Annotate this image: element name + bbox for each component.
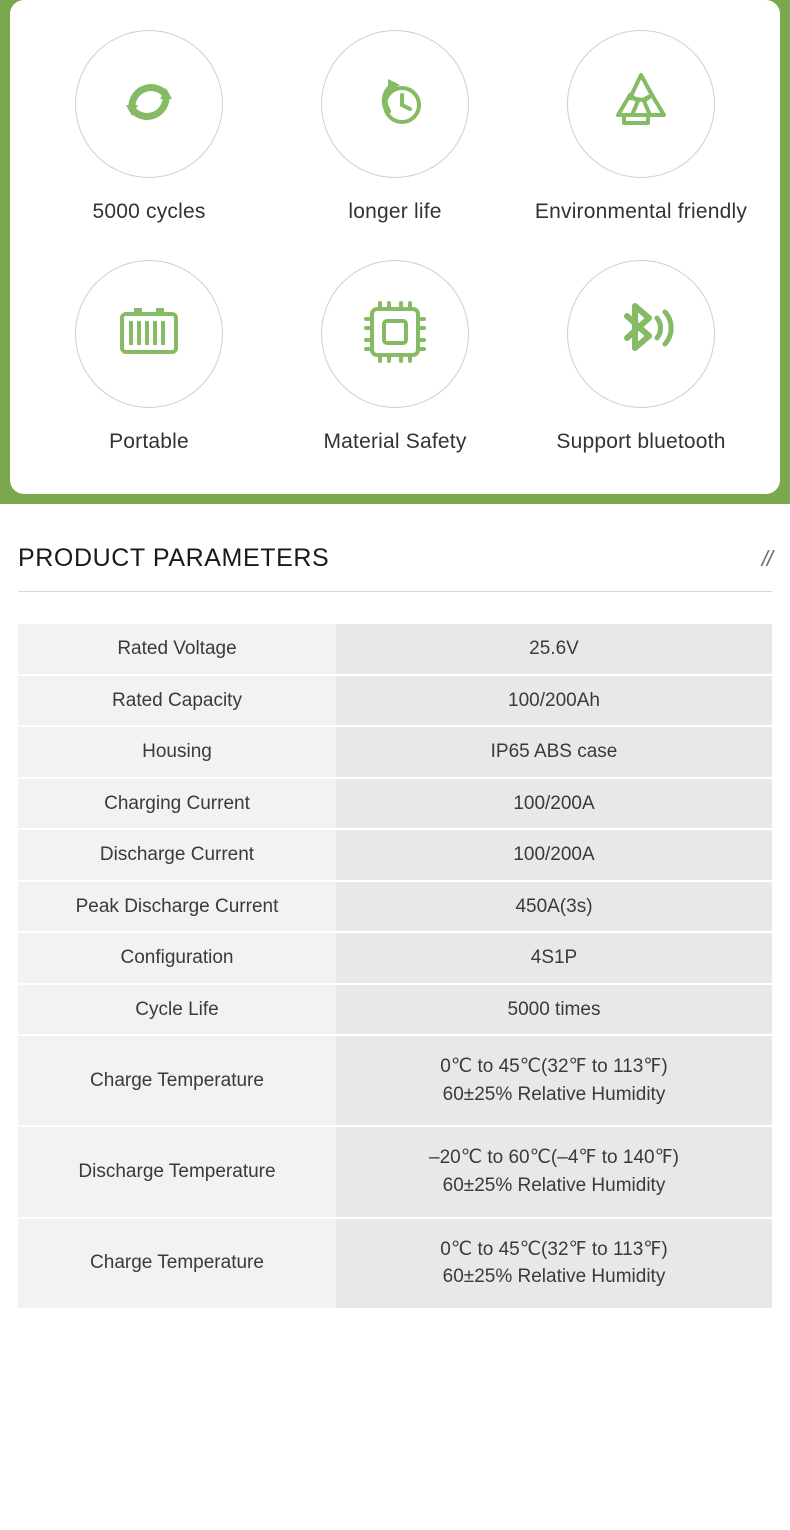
- spec-table-body: [18, 624, 772, 1309]
- spec-value: [336, 675, 772, 727]
- spec-value-line: 4S1P: [530, 947, 578, 969]
- feature-label: Portable: [109, 430, 189, 453]
- product-parameters-section: [0, 504, 790, 1310]
- feature-label: Material Safety: [323, 430, 467, 453]
- spec-value: [336, 829, 772, 881]
- table-row: [18, 778, 772, 830]
- feature-grid: [26, 30, 764, 454]
- chip-icon: [356, 295, 434, 374]
- feature-icon-circle: [75, 260, 223, 408]
- spec-key: Charge Temperature: [18, 1218, 336, 1309]
- spec-key: Housing: [18, 726, 336, 778]
- table-row: [18, 1126, 772, 1217]
- spec-value-line: 450A(3s): [515, 895, 593, 917]
- spec-value: [336, 1126, 772, 1217]
- battery-icon: [112, 300, 186, 369]
- table-row: [18, 829, 772, 881]
- table-row: [18, 932, 772, 984]
- spec-key: Rated Voltage: [18, 624, 336, 675]
- feature-item: [272, 30, 518, 224]
- spec-value: [336, 1035, 772, 1126]
- spec-key: Cycle Life: [18, 984, 336, 1036]
- spec-value: [336, 881, 772, 933]
- spec-key: Charge Temperature: [18, 1035, 336, 1126]
- table-row: [18, 984, 772, 1036]
- spec-value: [336, 624, 772, 675]
- spec-table: [18, 624, 772, 1310]
- spec-value-line: 100/200A: [513, 792, 595, 814]
- spec-value-line: 25.6V: [529, 638, 579, 659]
- table-row: [18, 1035, 772, 1126]
- feature-item: [26, 260, 272, 454]
- section-header: [18, 544, 772, 592]
- features-card: [10, 0, 780, 494]
- table-row: [18, 1218, 772, 1309]
- spec-value-line: –20℃ to 60℃(–4℉ to 140℉): [429, 1147, 679, 1169]
- feature-icon-circle: [321, 260, 469, 408]
- spec-value-line: IP65 ABS case: [490, 741, 618, 763]
- spec-value-line: 60±25% Relative Humidity: [442, 1175, 666, 1197]
- spec-key: Discharge Temperature: [18, 1126, 336, 1217]
- spec-value-line: 5000 times: [507, 998, 601, 1020]
- feature-item: [518, 260, 764, 454]
- spec-value-line: 100/200Ah: [508, 689, 600, 711]
- feature-item: [518, 30, 764, 224]
- spec-value: [336, 932, 772, 984]
- spec-value-line: 100/200A: [513, 844, 595, 866]
- feature-label: Environmental friendly: [534, 200, 748, 223]
- feature-item: [26, 30, 272, 224]
- spec-key: Configuration: [18, 932, 336, 984]
- spec-value: [336, 984, 772, 1036]
- feature-label: 5000 cycles: [92, 200, 206, 223]
- recycle-icon: [602, 65, 680, 144]
- spec-value: [336, 778, 772, 830]
- feature-icon-circle: [75, 30, 223, 178]
- spec-value-line: 60±25% Relative Humidity: [442, 1083, 666, 1105]
- page-title: PRODUCT PARAMETERS: [18, 544, 330, 572]
- spec-key: Charging Current: [18, 778, 336, 830]
- feature-icon-circle: [321, 30, 469, 178]
- table-row: [18, 726, 772, 778]
- spec-key: Discharge Current: [18, 829, 336, 881]
- bluetooth-icon: [601, 294, 681, 375]
- cycle-arrows-icon: [112, 65, 186, 144]
- feature-label: longer life: [348, 200, 442, 223]
- spec-value-line: 0℃ to 45℃(32℉ to 113℉): [440, 1056, 668, 1078]
- section-slash-mark: //: [761, 546, 772, 571]
- feature-icon-circle: [567, 30, 715, 178]
- spec-value-line: 60±25% Relative Humidity: [442, 1266, 666, 1288]
- features-band: [0, 0, 790, 504]
- spec-value: [336, 726, 772, 778]
- spec-value-line: 0℃ to 45℃(32℉ to 113℉): [440, 1238, 668, 1260]
- spec-key: Rated Capacity: [18, 675, 336, 727]
- spec-value: [336, 1218, 772, 1309]
- feature-icon-circle: [567, 260, 715, 408]
- table-row: [18, 624, 772, 675]
- table-row: [18, 675, 772, 727]
- spec-key: Peak Discharge Current: [18, 881, 336, 933]
- clock-arrow-icon: [358, 65, 432, 144]
- table-row: [18, 881, 772, 933]
- feature-label: Support bluetooth: [556, 430, 726, 453]
- feature-item: [272, 260, 518, 454]
